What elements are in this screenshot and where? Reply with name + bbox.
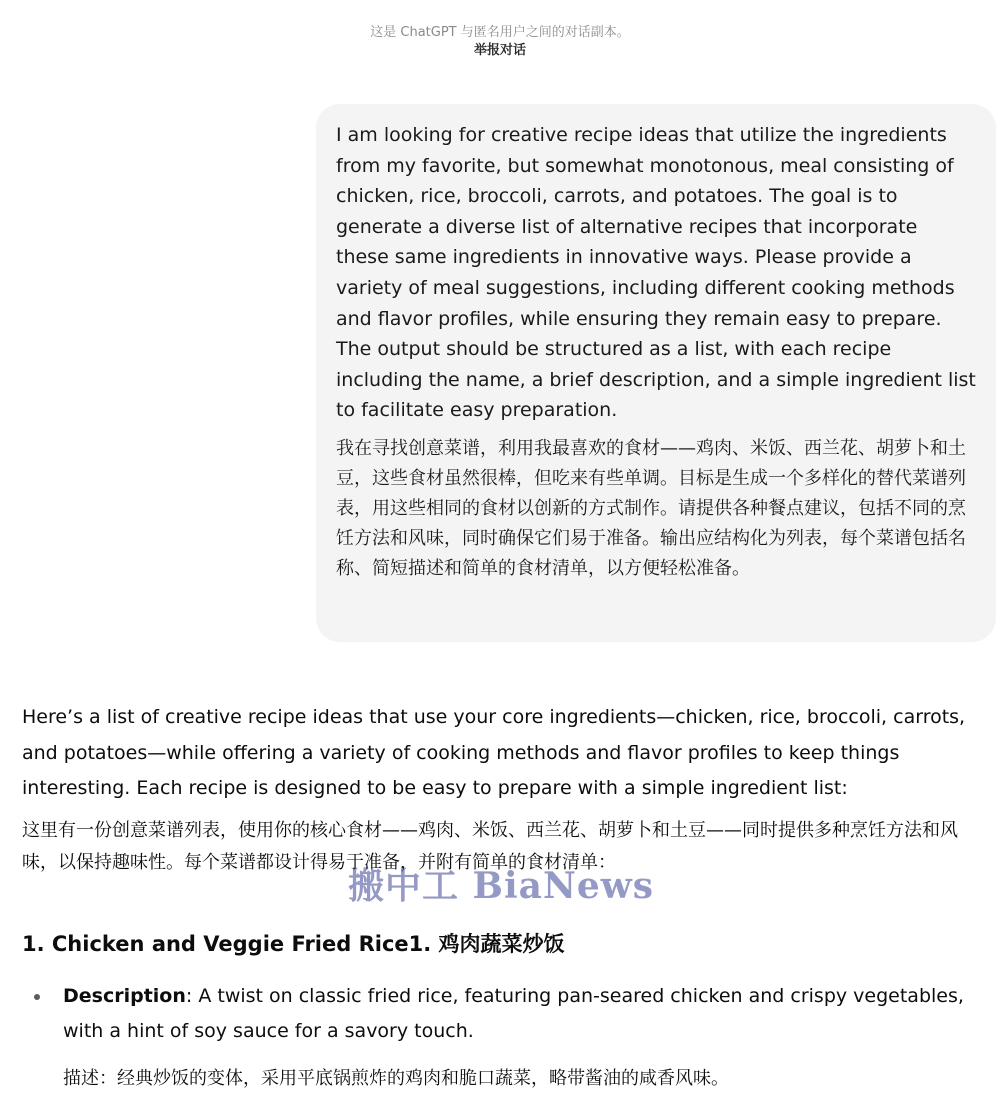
description-text: : A twist on classic fried rice, featuring pan-seared chicken and crispy vegetables, with a hint of soy sauce for a savory touch. [63,985,964,1042]
report-conversation-link[interactable]: 举报对话 [473,43,526,58]
description-label: Description [63,985,186,1007]
watermark-text: 搬中工 BiaNews [348,865,655,907]
recipe-heading: 1. Chicken and Veggie Fried Rice1. 鸡肉蔬菜炒饭 [22,932,565,956]
user-message-text-en: I am looking for creative recipe ideas that utilize the ingredients from my favorite, but somewhat monotonous, meal consisting of chicken, rice, broccoli, carrots, and potatoes. The goal is to generate a diverse list of alternative recipes that incorporate these same ingredients in innovative ways. Please provide a variety of meal suggestions, including different cooking methods and flavor profiles, while ensuring they remain easy to prepare. The output should be structured as a list, with each recipe including the name, a brief description, and a simple ingredient list to facilitate easy preparation. [336,124,976,422]
assistant-intro-en: Here’s a list of creative recipe ideas that use your core ingredients—chicken, rice, broccoli, carrots, and potatoes—while offering a variety of cooking methods and flavor profiles to keep things interesting. Each recipe is designed to be easy to prepare with a simple ingredient list: [22,706,966,799]
assistant-intro-zh: 这里有一份创意菜谱列表，使用你的核心食材——鸡肉、米饭、西兰花、胡萝卜和土豆——同时提供多种烹饪方法和风味，以保持趣味性。每个菜谱都设计得易于准备，并附有简单的食材清单： [22,819,958,873]
recipe-detail-list [22,979,987,1095]
list-item [22,979,987,1095]
recipe-description-en [63,979,987,1049]
conversation-header [0,24,1000,60]
shared-conversation-notice: 这是 ChatGPT 与匿名用户之间的对话副本。 [370,25,630,40]
recipe-description-zh: 描述：经典炒饭的变体，采用平底锅煎炸的鸡肉和脆口蔬菜，略带酱油的咸香风味。 [63,1068,729,1089]
user-message-text-zh: 我在寻找创意菜谱，利用我最喜欢的食材——鸡肉、米饭、西兰花、胡萝卜和土豆，这些食材虽然很棒，但吃来有些单调。目标是生成一个多样化的替代菜谱列表，用这些相同的食材以创新的方式制作。请提供各种餐点建议，包括不同的烹饪方法和风味，同时确保它们易于准备。输出应结构化为列表，每个菜谱包括名称、简短描述和简单的食材清单，以方便轻松准备。 [336,437,966,579]
user-message-bubble [316,104,996,642]
bullet-icon [34,994,40,1000]
